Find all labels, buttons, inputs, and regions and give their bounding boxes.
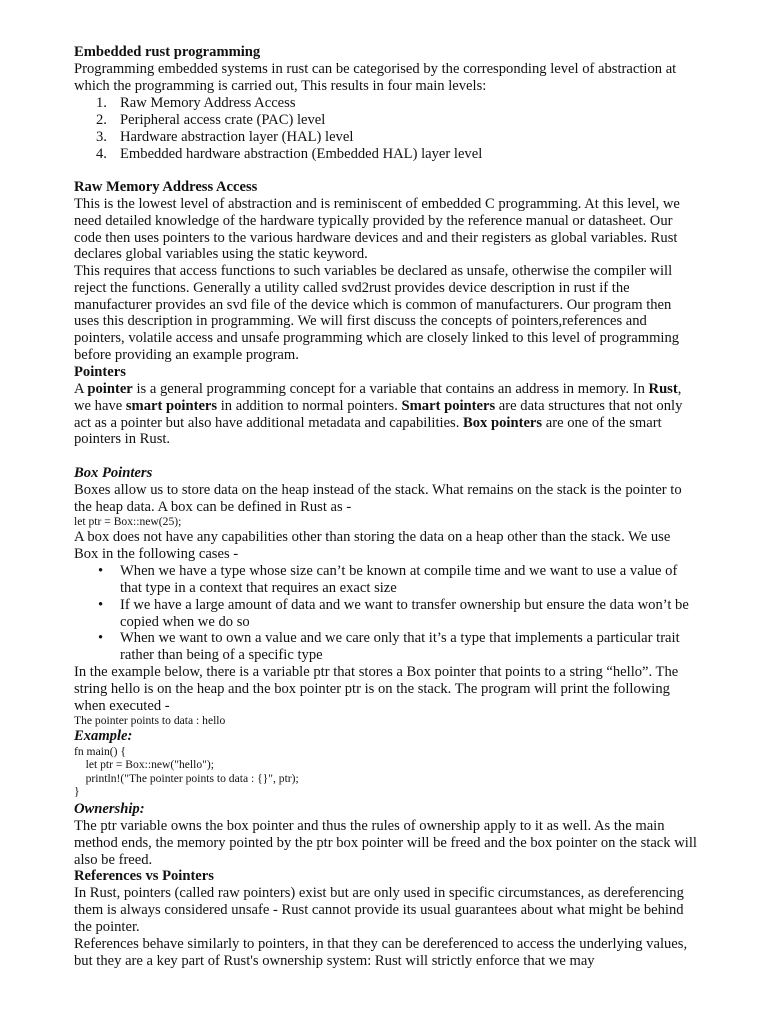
intro-paragraph: Programming embedded systems in rust can be categorised by the corresponding level of abstraction at which the programming is carried out, This results in four main levels: <box>74 61 677 94</box>
heading-pointers: Pointers <box>74 364 126 380</box>
box-paragraph-2: A box does not have any capabilities other than storing the data on a heap other than the stack. We use Box in the following cases - <box>74 529 671 562</box>
bullet-icon: • <box>98 597 104 613</box>
heading-ownership: Ownership: <box>74 801 145 817</box>
box-code-line: let ptr = Box::new(25); <box>74 515 182 528</box>
references-paragraph-2: References behave similarly to pointers, in that they can be dereferenced to access the underlying values, but they are a key part of Rust's ownership system: Rust will strictly enforce that we may <box>74 936 688 969</box>
raw-paragraph-1: This is the lowest level of abstraction and is reminiscent of embedded C programming. At this level, we need detailed knowledge of the hardware typically provided by the reference manual or datasheet. Our code then uses pointers to the various hardware devices and and their registers as global variables. Rust declares global variables using the static keyword. <box>74 196 680 263</box>
box-paragraph-3: In the example below, there is a variable ptr that stores a Box pointer that points to a string “hello”. The string hello is on the heap and the box pointer ptr is on the stack. The program will print the following when executed - <box>74 664 679 714</box>
program-output-line: The pointer points to data : hello <box>74 714 226 727</box>
pointers-paragraph: A pointer is a general programming concept for a variable that contains an address in memory. In Rust, we have smart pointers in addition to normal pointers. Smart pointers are data structures that not only act as a pointer but also have additional metadata and capabilities. Box pointers are one of the smart pointers in Rust. <box>74 381 683 448</box>
bullet-icon: • <box>98 563 104 579</box>
references-paragraph-1: In Rust, pointers (called raw pointers) exist but are only used in specific circumstances, as dereferencing them is always considered unsafe - Rust cannot provide its usual guarantees about what might be behind the pointer. <box>74 885 684 935</box>
heading-example: Example: <box>74 728 133 744</box>
example-code-block: fn main() { let ptr = Box::new("hello"); println!("The pointer points to data : {}", ptr); } <box>74 745 299 799</box>
box-paragraph-1: Boxes allow us to store data on the heap instead of the stack. What remains on the stack is the pointer to the heap data. A box can be defined in Rust as - <box>74 482 682 515</box>
heading-box-pointers: Box Pointers <box>74 465 153 481</box>
bullet-icon: • <box>98 630 104 646</box>
heading-embedded-rust: Embedded rust programming <box>74 44 261 60</box>
heading-raw-memory: Raw Memory Address Access <box>74 179 258 195</box>
ownership-paragraph: The ptr variable owns the box pointer and thus the rules of ownership apply to it as well. As the main method ends, the memory pointed by the ptr box pointer will be freed and the box pointer on the stack will also be freed. <box>74 818 697 868</box>
raw-paragraph-2: This requires that access functions to such variables be declared as unsafe, otherwise the compiler will reject the functions. Generally a utility called svd2rust provides device description in rust if the manufacturer provides an svd file of the device which is common of manufacturers. Our program then uses this description in programming. We will first discuss the concepts of pointers,references and pointers, volatile access and unsafe programming which are closely linked to this level of programming before providing an example program. <box>74 263 680 363</box>
heading-references-vs-pointers: References vs Pointers <box>74 868 214 884</box>
document-page: Embedded rust programming Programming embedded systems in rust can be categorised by the corresponding level of abstraction at which the programming is carried out, This results in four main levels: 1. Raw Memory Address Access 2. Peripheral access crate (PAC) level 3. Hardware abstraction layer (HAL) level 4. Embedded hardware abstraction (Embedded HAL) layer level Raw Memory Address Access This is the lowest level of abstraction and is reminiscent of embedded C programming. At this level, we need detailed knowledge of the hardware typically provided by the reference manual or datasheet. Our code then uses pointers to the various hardware devices and and their registers as global variables. Rust declares global variables using the static keyword. This requires that access functions to such variables be declared as unsafe, otherwise the compiler will reject the functions. Generally a utility called svd2rust provides device description in rust if the manufacturer provides an svd file of the device which is common of manufacturers. Our program then uses this description in programming. We will first discuss the concepts of pointers,references and pointers, volatile access and unsafe programming which are closely linked to this level of programming before providing an example program. Pointers A pointer is a general programming concept for a variable that contains an address in memory. In Rust, we have smart pointers in addition to normal pointers. Smart pointers are data structures that not only act as a pointer but also have additional metadata and capabilities. Box pointers are one of the smart pointers in Rust. Box Pointers Boxes allow us to store data on the heap instead of the stack. What remains on the stack is the pointer to the heap data. A box can be defined in Rust as - let ptr = Box::new(25); A box does not have any capabilities other than storing the data on a heap other than the stack. We use Box in the following cases - • When we have a type whose size can’t be known at compile time and we want to use a value of that type in a context that requires an exact size • If we have a large amount of data and we want to transfer ownership but ensure the data won’t be copied when we do so • When we want to own a value and we care only that it’s a type that implements a particular trait rather than being of a specific type In the example below, there is a variable ptr that stores a Box pointer that points to a string “hello”. The string hello is on the heap and the box pointer ptr is on the stack. The program will print the following when executed - The pointer points to data : hello Example: fn main() { let ptr = Box::new("hello"); println!("The pointer points to data : {}", ptr); } Ownership: The ptr variable owns the box pointer and thus the rules of ownership apply to it as well. As the main method ends, the memory pointed by the ptr box pointer will be freed and the box pointer on the stack will also be freed. References vs Pointers In Rust, pointers (called raw pointers) exist but are only used in specific circumstances, as dereferencing them is always considered unsafe - Rust cannot provide its usual guarantees about what might be behind the pointer. References behave similarly to pointers, in that they can be dereferenced to access the underlying values, but they are a key part of Rust's ownership system: Rust will strictly enforce that we may <box>74 44 697 969</box>
